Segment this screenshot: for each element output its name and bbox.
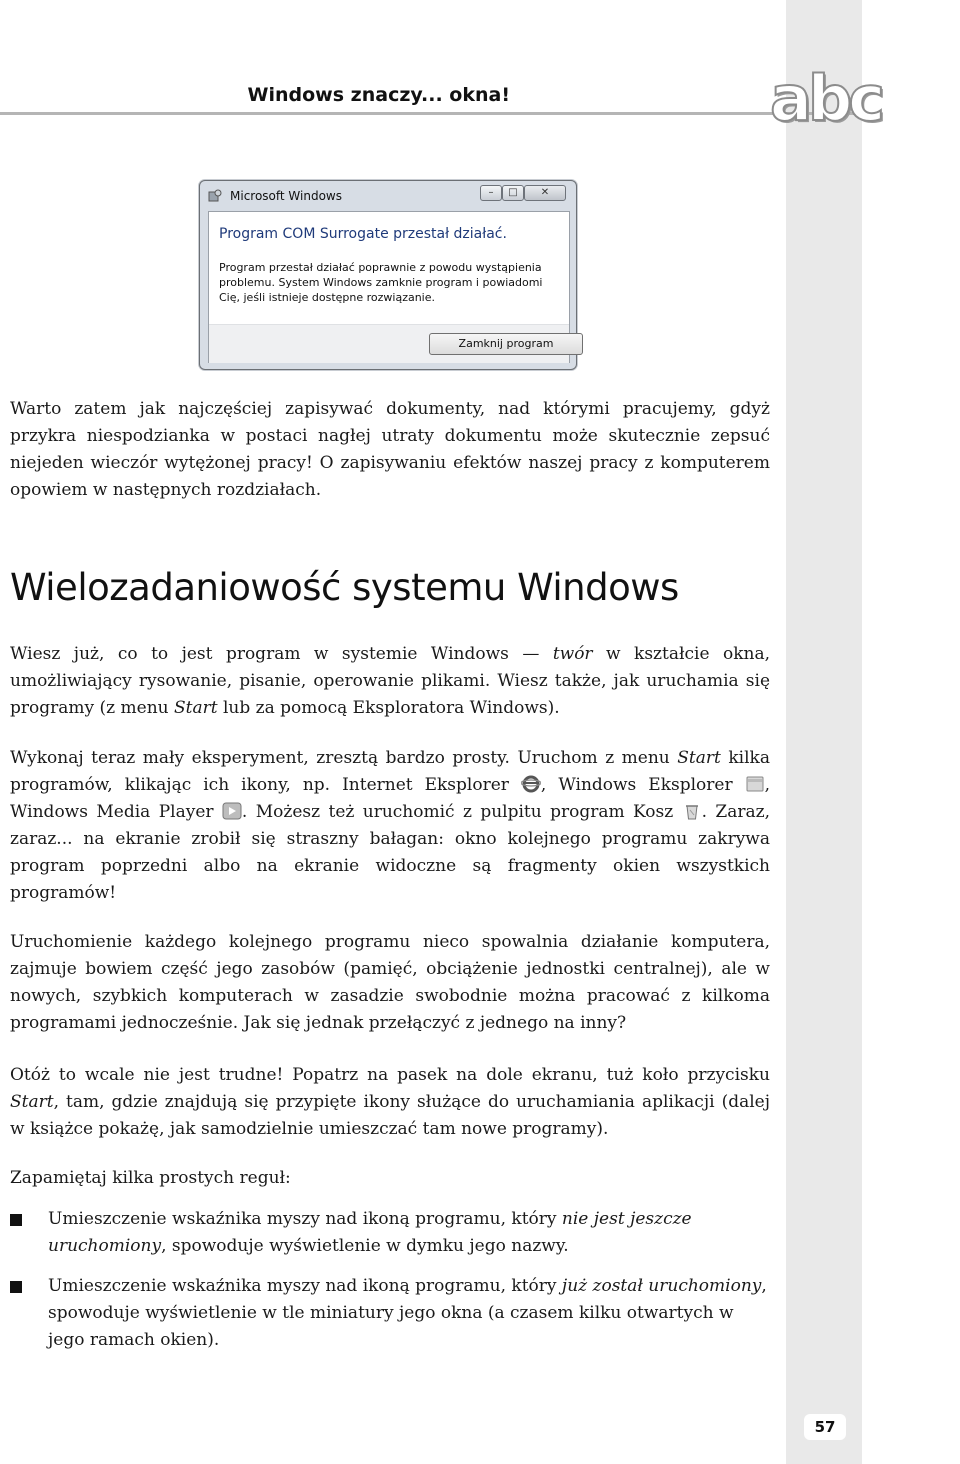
maximize-button[interactable] bbox=[502, 185, 524, 201]
text-run: Umieszczenie wskaźnika myszy nad ikoną programu, który bbox=[48, 1209, 562, 1229]
page-number: 57 bbox=[804, 1414, 846, 1440]
list-item bbox=[48, 1273, 768, 1354]
list-item bbox=[48, 1206, 768, 1260]
text-run: . Możesz też uruchomić z pulpitu program Kosz bbox=[241, 802, 682, 822]
section-paragraph-3: Uruchomienie każdego kolejnego programu nieco spowalnia działanie komputera, zajmuje bowiem część jego zasobów (pamięć, obciążenie jednostki centralnej), ale w nowych, szybkich komputerach w zasadzie swobodnie można pracować z kilkoma programami jednocześnie. Jak się jednak przełączyć z jednego na inny? bbox=[10, 932, 770, 1033]
text-emphasis: Start bbox=[10, 1092, 54, 1112]
minimize-button[interactable] bbox=[480, 185, 502, 201]
app-icon bbox=[208, 189, 222, 203]
text-run: , spowoduje wyświetlenie w dymku jego nazwy. bbox=[161, 1236, 569, 1256]
section-paragraph-5: Zapamiętaj kilka prostych reguł: bbox=[10, 1168, 291, 1188]
text-emphasis: już został uruchomiony bbox=[561, 1276, 762, 1296]
text-run: Umieszczenie wskaźnika myszy nad ikoną programu, który bbox=[48, 1276, 562, 1296]
internet-explorer-icon bbox=[521, 774, 541, 794]
section-paragraph-4 bbox=[10, 1062, 770, 1143]
recycle-bin-icon bbox=[682, 801, 702, 821]
text-emphasis: twór bbox=[552, 644, 593, 664]
bullet-marker bbox=[10, 1281, 22, 1293]
text-emphasis: nie jest jeszcze uruchomiony bbox=[48, 1209, 692, 1256]
windows-explorer-icon bbox=[745, 774, 765, 794]
running-header: Windows znaczy... okna! bbox=[247, 84, 510, 106]
dialog-heading: Program COM Surrogate przestał działać. bbox=[219, 226, 507, 242]
dialog-message: Program przestał działać poprawnie z powodu wystąpienia problemu. System Windows zamknie program i powiadomi Cię, jeśli istnieje dostępne rozwiązanie. bbox=[219, 261, 543, 304]
text-run: , tam, gdzie znajdują się przypięte ikony służące do uruchamiania aplikacji (dalej w książce pokażę, jak samodzielnie umieszczać tam nowe programy). bbox=[10, 1092, 770, 1139]
text-run: , Windows Media Player bbox=[10, 775, 771, 822]
dialog-title: Microsoft Windows bbox=[230, 189, 342, 203]
text-run: Wykonaj teraz mały eksperyment, zresztą bardzo prosty. Uruchom z menu bbox=[10, 748, 678, 768]
brand-logo: abc bbox=[770, 62, 881, 135]
header-rule bbox=[0, 112, 862, 115]
text-run: w kształcie okna, umożliwiający rysowanie, pisanie, operowanie plikami. Wiesz także, jak uruchamia się programy (z menu bbox=[10, 644, 770, 718]
text-run: , Windows Eksplorer bbox=[540, 775, 745, 795]
text-emphasis: Start bbox=[677, 748, 721, 768]
media-player-icon bbox=[222, 801, 242, 821]
text-run: . Zaraz, zaraz... na ekranie zrobił się straszny bałagan: okno kolejnego programu zakrywa program poprzedni albo na ekranie widoczne są fragmenty okien wszystkich programów! bbox=[10, 802, 770, 903]
intro-paragraph: Warto zatem jak najczęściej zapisywać dokumenty, nad którymi pracujemy, gdyż przykra niespodzianka w postaci nagłej utraty dokumentu może skutecznie zepsuć niejeden wieczór wytężonej pracy! O zapisywaniu efektów naszej pracy z komputerem opowiem w następnych rozdziałach. bbox=[10, 399, 770, 500]
section-title: Wielozadaniowość systemu Windows bbox=[10, 566, 679, 609]
text-run: kilka programów, klikając ich ikony, np. Internet Eksplorer bbox=[10, 748, 770, 795]
section-paragraph-2 bbox=[10, 745, 770, 907]
close-button[interactable] bbox=[524, 185, 566, 201]
text-emphasis: Start bbox=[174, 698, 218, 718]
text-run: Otóż to wcale nie jest trudne! Popatrz na pasek na dole ekranu, tuż koło przycisku bbox=[10, 1065, 770, 1085]
maximize-icon: □ bbox=[508, 187, 518, 198]
close-program-button[interactable]: Zamknij program bbox=[429, 333, 583, 355]
text-run: , spowoduje wyświetlenie w tle miniatury jego okna (a czasem kilku otwartych w jego ramach okien). bbox=[48, 1276, 767, 1350]
bullet-marker bbox=[10, 1214, 22, 1226]
close-icon: ✕ bbox=[540, 187, 550, 198]
error-dialog bbox=[199, 180, 577, 370]
dialog-footer bbox=[209, 324, 569, 363]
section-paragraph-1 bbox=[10, 641, 770, 722]
text-run: Wiesz już, co to jest program w systemie Windows — bbox=[10, 644, 553, 664]
minimize-icon: – bbox=[488, 187, 494, 198]
sidebar-strip bbox=[786, 0, 862, 1464]
dialog-body bbox=[208, 211, 570, 363]
text-run: lub za pomocą Eksploratora Windows). bbox=[217, 698, 560, 718]
dialog-titlebar bbox=[200, 181, 576, 209]
